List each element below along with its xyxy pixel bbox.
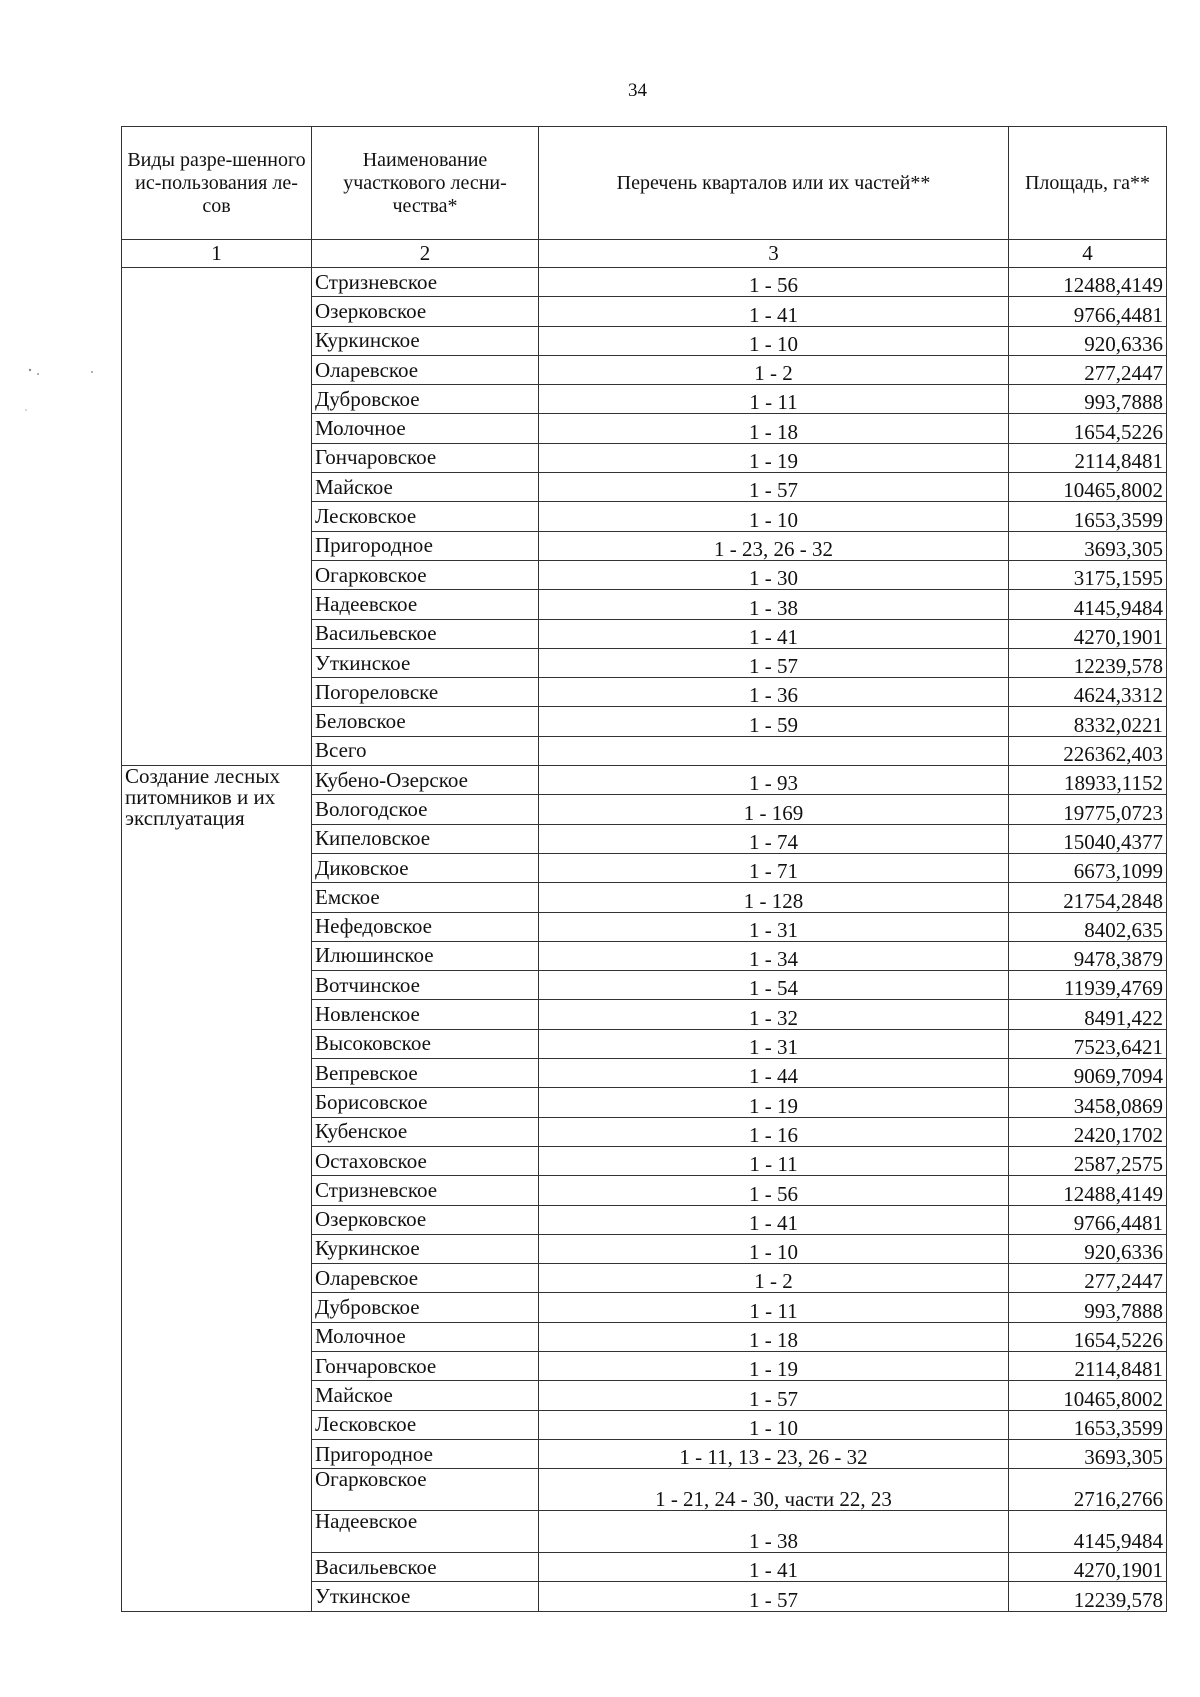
quarters-cell: 1 - 57 [539,1582,1009,1611]
quarters-cell: 1 - 16 [539,1117,1009,1146]
quarters-cell: 1 - 2 [539,1264,1009,1293]
area-cell: 3175,1595 [1009,560,1167,589]
quarters-cell: 1 - 57 [539,1381,1009,1410]
forestry-name-cell: Кубено-Озерское [312,766,539,795]
area-cell: 277,2447 [1009,355,1167,384]
area-cell: 2420,1702 [1009,1117,1167,1146]
quarters-cell: 1 - 10 [539,1410,1009,1439]
area-cell: 9766,4481 [1009,297,1167,326]
quarters-cell: 1 - 31 [539,912,1009,941]
quarters-cell: 1 - 41 [539,1553,1009,1582]
quarters-cell: 1 - 71 [539,853,1009,882]
forestry-name-cell: Гончаровское [312,443,539,472]
area-cell: 1653,3599 [1009,1410,1167,1439]
quarters-cell: 1 - 32 [539,1000,1009,1029]
table-row [122,268,1167,297]
area-cell: 3458,0869 [1009,1088,1167,1117]
quarters-cell: 1 - 11 [539,1146,1009,1175]
forestry-name-cell: Озерковское [312,1205,539,1234]
quarters-cell: 1 - 128 [539,883,1009,912]
forestry-name-cell: Пригородное [312,1439,539,1468]
quarters-cell: 1 - 18 [539,414,1009,443]
area-cell: 3693,305 [1009,531,1167,560]
forestry-name-cell: Вепревское [312,1059,539,1088]
table-body [122,268,1167,1612]
forestry-name-cell: Гончаровское [312,1351,539,1380]
header-row [122,127,1167,240]
forestry-name-cell: Дубровское [312,1293,539,1322]
area-cell: 4145,9484 [1009,1511,1167,1553]
quarters-cell: 1 - 10 [539,1234,1009,1263]
quarters-cell: 1 - 11 [539,385,1009,414]
quarters-cell: 1 - 31 [539,1029,1009,1058]
forestry-name-cell: Оларевское [312,355,539,384]
area-cell: 8402,635 [1009,912,1167,941]
area-cell: 1653,3599 [1009,502,1167,531]
quarters-cell: 1 - 10 [539,326,1009,355]
forestry-name-cell: Илюшинское [312,941,539,970]
area-cell: 4270,1901 [1009,1553,1167,1582]
forestry-name-cell: Куркинское [312,326,539,355]
area-cell: 2114,8481 [1009,1351,1167,1380]
quarters-cell: 1 - 57 [539,473,1009,502]
quarters-cell: 1 - 23, 26 - 32 [539,531,1009,560]
scan-specks [20,360,100,440]
area-cell: 9069,7094 [1009,1059,1167,1088]
forestry-name-cell: Беловское [312,707,539,736]
quarters-cell: 1 - 19 [539,443,1009,472]
table-row [122,766,1167,795]
area-cell: 2716,2766 [1009,1469,1167,1511]
area-cell: 920,6336 [1009,326,1167,355]
forestry-name-cell: Пригородное [312,531,539,560]
forestry-name-cell: Остаховское [312,1146,539,1175]
quarters-cell: 1 - 11 [539,1293,1009,1322]
area-cell: 6673,1099 [1009,853,1167,882]
quarters-cell: 1 - 38 [539,590,1009,619]
forestry-name-cell: Майское [312,1381,539,1410]
quarters-cell: 1 - 34 [539,941,1009,970]
quarters-cell: 1 - 19 [539,1088,1009,1117]
forestry-name-cell: Огарковское [312,560,539,589]
area-cell: 993,7888 [1009,1293,1167,1322]
area-cell: 1654,5226 [1009,1322,1167,1351]
area-cell: 12239,578 [1009,648,1167,677]
quarters-cell: 1 - 41 [539,619,1009,648]
area-cell: 3693,305 [1009,1439,1167,1468]
forestry-name-cell: Озерковское [312,297,539,326]
area-cell: 4270,1901 [1009,619,1167,648]
column-number: 1 [122,240,312,268]
forestry-name-cell: Вологодское [312,795,539,824]
forestry-name-cell: Надеевское [312,1511,539,1553]
area-cell: 920,6336 [1009,1234,1167,1263]
forestry-name-cell: Лесковское [312,1410,539,1439]
forestry-name-cell: Диковское [312,853,539,882]
use-type-cell: Создание лесных питомников и их эксплуатация [122,766,312,1612]
forestry-name-cell: Дубровское [312,385,539,414]
forestry-name-cell: Нефедовское [312,912,539,941]
quarters-cell: 1 - 2 [539,355,1009,384]
forestry-name-cell: Молочное [312,1322,539,1351]
area-cell: 8332,0221 [1009,707,1167,736]
header-quarters-list: Перечень кварталов или их частей** [539,127,1009,240]
forestry-name-cell: Кубенское [312,1117,539,1146]
forestry-name-cell: Емское [312,883,539,912]
forestry-name-cell: Оларевское [312,1264,539,1293]
quarters-cell: 1 - 41 [539,297,1009,326]
area-cell: 9766,4481 [1009,1205,1167,1234]
quarters-cell: 1 - 10 [539,502,1009,531]
area-cell: 12239,578 [1009,1582,1167,1611]
area-cell: 4145,9484 [1009,590,1167,619]
forestry-name-cell: Уткинское [312,648,539,677]
area-cell: 9478,3879 [1009,941,1167,970]
use-type-cell [122,268,312,766]
forestry-name-cell: Майское [312,473,539,502]
quarters-cell: 1 - 19 [539,1351,1009,1380]
quarters-cell: 1 - 41 [539,1205,1009,1234]
forestry-name-cell: Высоковское [312,1029,539,1058]
forestry-name-cell: Всего [312,736,539,765]
forestry-name-cell: Кипеловское [312,824,539,853]
area-cell: 18933,1152 [1009,766,1167,795]
area-cell: 2587,2575 [1009,1146,1167,1175]
forestry-name-cell: Уткинское [312,1582,539,1611]
forestry-name-cell: Борисовское [312,1088,539,1117]
forestry-name-cell: Стризневское [312,1176,539,1205]
quarters-cell: 1 - 11, 13 - 23, 26 - 32 [539,1439,1009,1468]
forestry-name-cell: Надеевское [312,590,539,619]
quarters-cell: 1 - 54 [539,971,1009,1000]
forestry-name-cell: Куркинское [312,1234,539,1263]
area-cell: 10465,8002 [1009,473,1167,502]
area-cell: 993,7888 [1009,385,1167,414]
area-cell: 12488,4149 [1009,1176,1167,1205]
header-use-type: Виды разре-шенного ис-пользования ле-сов [122,127,312,240]
forestry-name-cell: Вотчинское [312,971,539,1000]
forestry-name-cell: Стризневское [312,268,539,297]
area-cell: 10465,8002 [1009,1381,1167,1410]
area-cell: 12488,4149 [1009,268,1167,297]
quarters-cell: 1 - 169 [539,795,1009,824]
forestry-name-cell: Васильевское [312,1553,539,1582]
forest-areas-table [121,126,1167,1612]
area-cell: 277,2447 [1009,1264,1167,1293]
header-forestry-name: Наименование участкового лесни-чества* [312,127,539,240]
forestry-name-cell: Новленское [312,1000,539,1029]
forestry-name-cell: Лесковское [312,502,539,531]
area-cell: 226362,403 [1009,736,1167,765]
forestry-name-cell: Погореловске [312,678,539,707]
area-cell: 11939,4769 [1009,971,1167,1000]
page-number: 34 [628,80,647,101]
quarters-cell: 1 - 74 [539,824,1009,853]
quarters-cell: 1 - 44 [539,1059,1009,1088]
quarters-cell: 1 - 30 [539,560,1009,589]
quarters-cell: 1 - 93 [539,766,1009,795]
quarters-cell: 1 - 56 [539,1176,1009,1205]
area-cell: 19775,0723 [1009,795,1167,824]
quarters-cell: 1 - 57 [539,648,1009,677]
quarters-cell: 1 - 38 [539,1511,1009,1553]
area-cell: 8491,422 [1009,1000,1167,1029]
area-cell: 1654,5226 [1009,414,1167,443]
area-cell: 4624,3312 [1009,678,1167,707]
column-number: 3 [539,240,1009,268]
column-number: 4 [1009,240,1167,268]
column-number: 2 [312,240,539,268]
column-number-row [122,240,1167,268]
quarters-cell: 1 - 21, 24 - 30, части 22, 23 [539,1469,1009,1511]
header-area: Площадь, га** [1009,127,1167,240]
area-cell: 21754,2848 [1009,883,1167,912]
area-cell: 2114,8481 [1009,443,1167,472]
quarters-cell: 1 - 18 [539,1322,1009,1351]
forestry-name-cell: Васильевское [312,619,539,648]
area-cell: 7523,6421 [1009,1029,1167,1058]
quarters-cell: 1 - 56 [539,268,1009,297]
quarters-cell [539,736,1009,765]
quarters-cell: 1 - 36 [539,678,1009,707]
forestry-name-cell: Молочное [312,414,539,443]
quarters-cell: 1 - 59 [539,707,1009,736]
area-cell: 15040,4377 [1009,824,1167,853]
forestry-name-cell: Огарковское [312,1469,539,1511]
